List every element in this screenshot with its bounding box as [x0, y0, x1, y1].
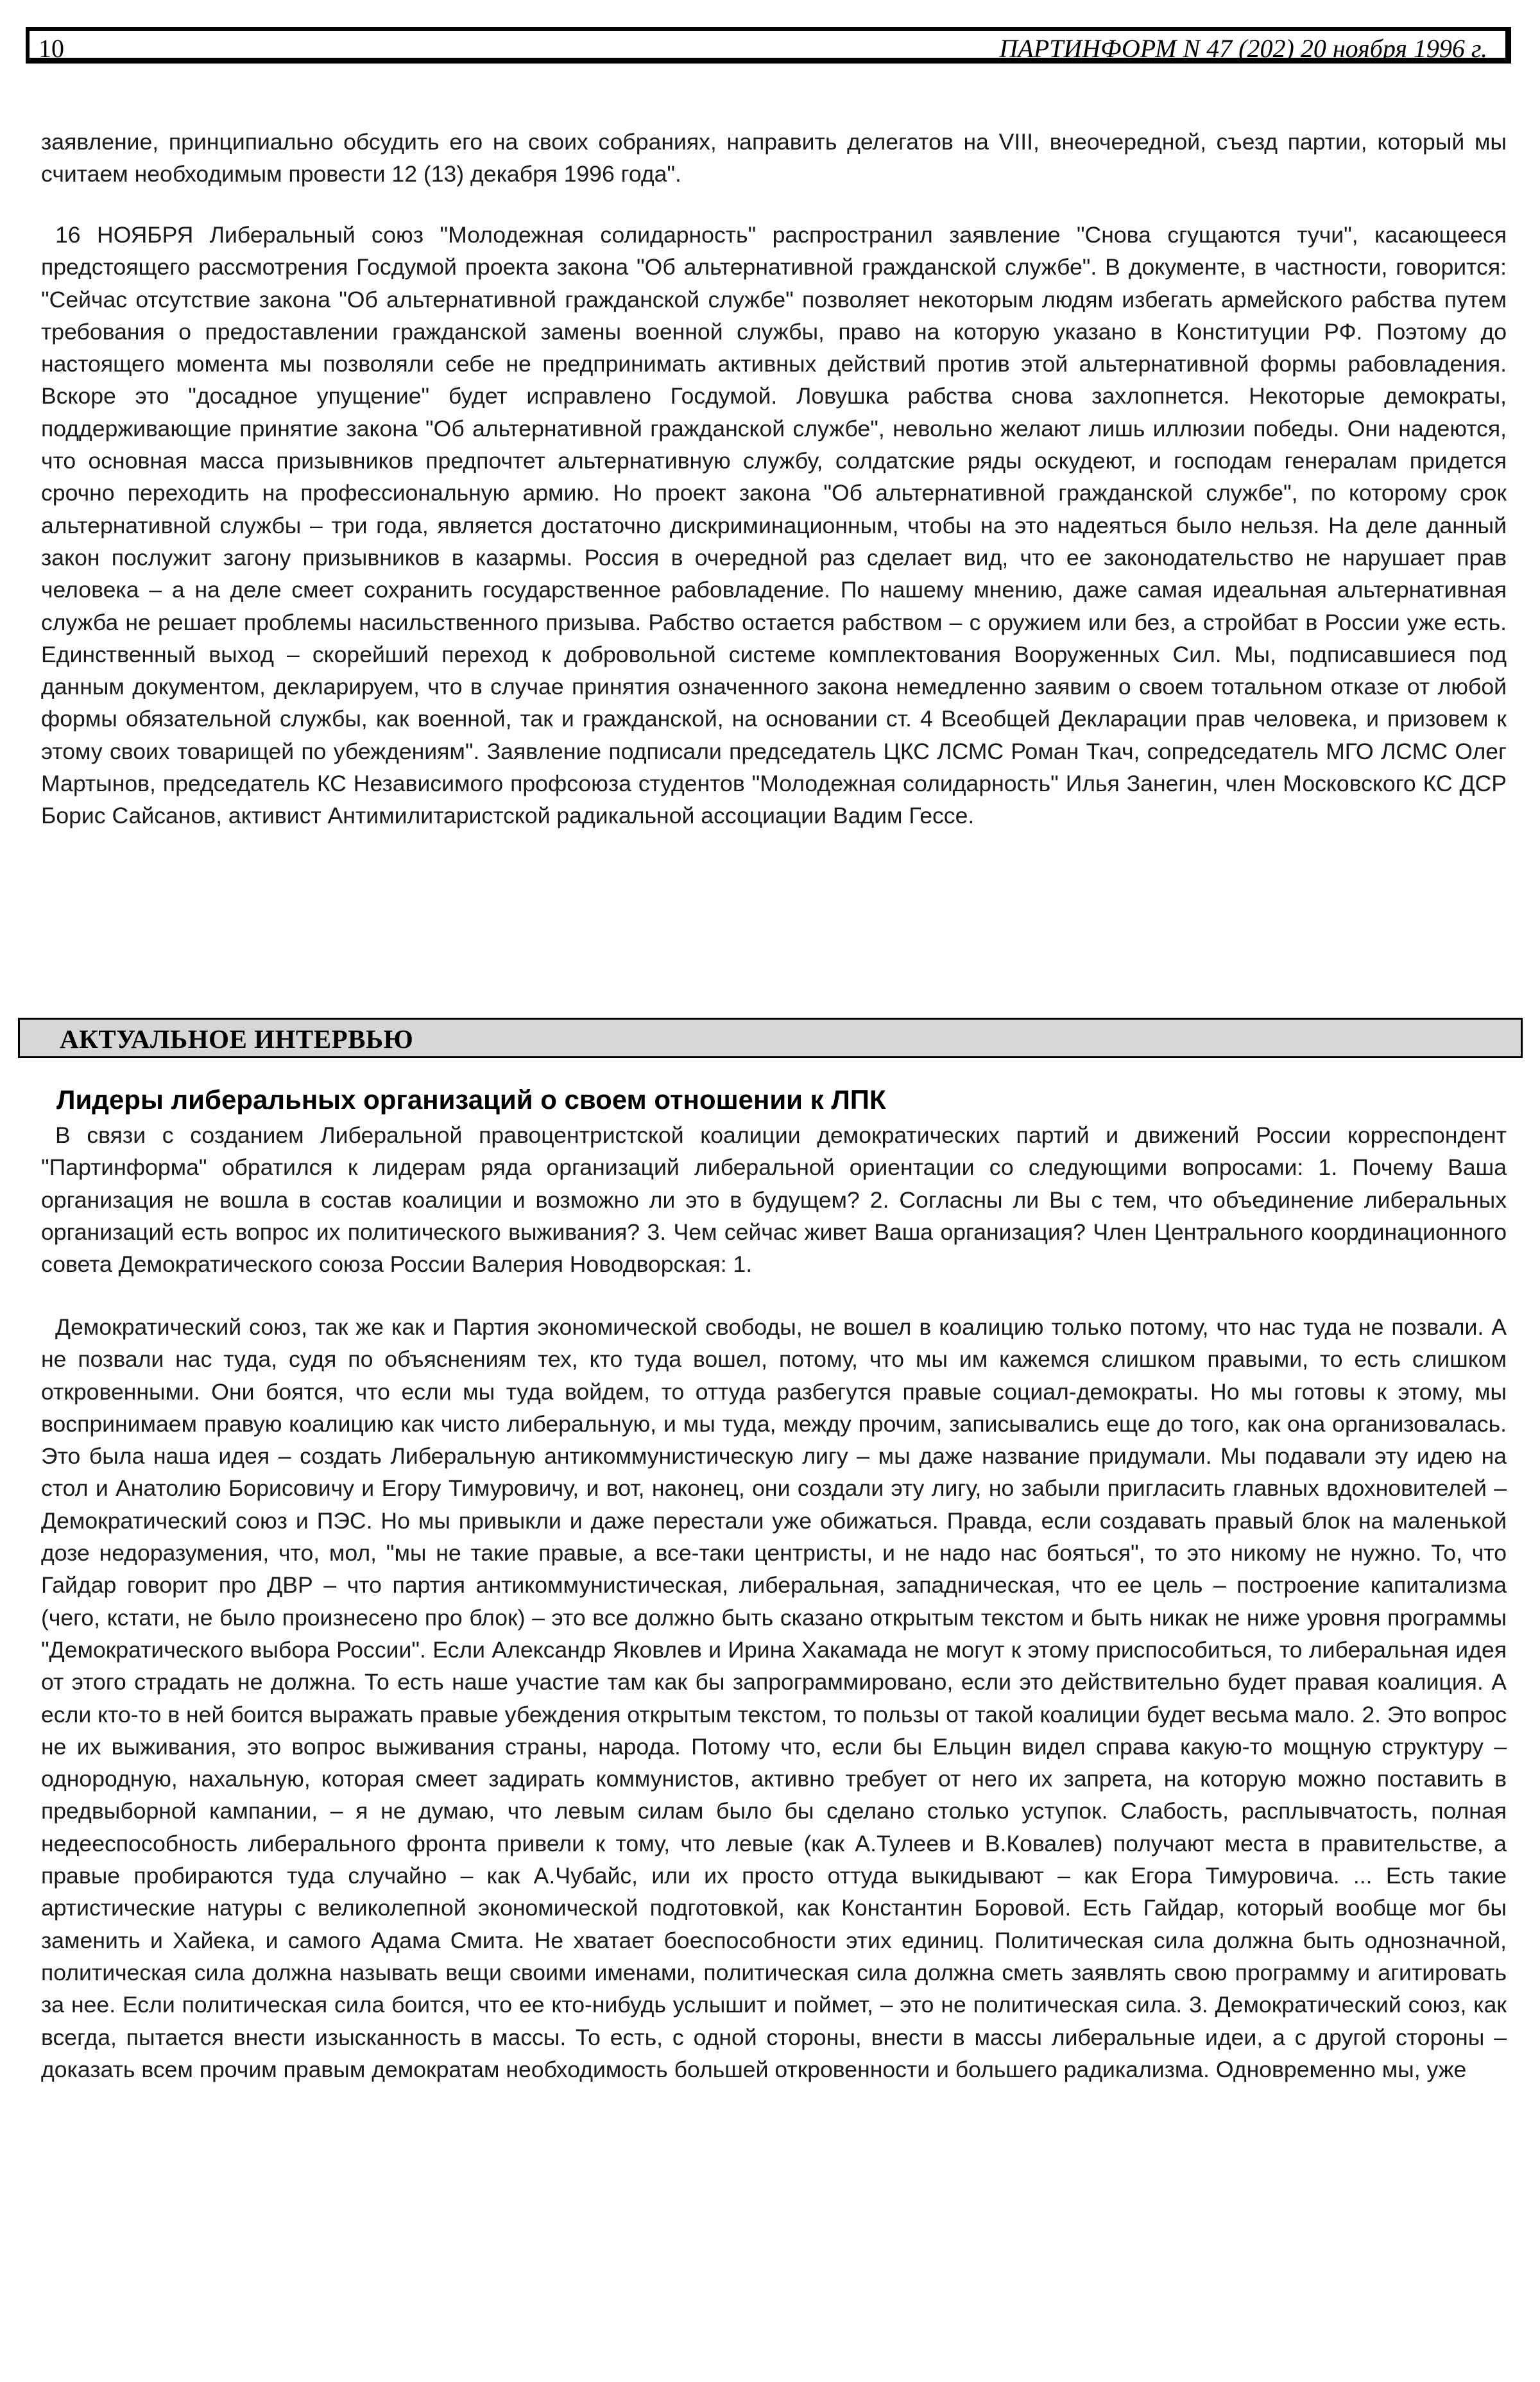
- paragraph-molodezhnaya-solidarnost: 16 НОЯБРЯ Либеральный союз "Молодежная солидарность" распространил заявление "Снова сгущаются тучи", касающееся предстоящего рассмотрения Госдумой проекта закона "Об альтернативной гражданской службе". В документе, в частности, говорится: "Сейчас отсутствие закона "Об альтернативной гражданской службе" позволяет некоторым людям избегать армейского рабства путем требования о предоставлении гражданской замены военной службы, право на которую указано в Конституции РФ. Поэтому до настоящего момента мы позволяли себе не предпринимать активных действий против этой альтернативной формы рабовладения. Вскоре это "досадное упущение" будет исправлено Госдумой. Ловушка рабства снова захлопнется. Некоторые демократы, поддерживающие принятие закона "Об альтернативной гражданской службе", невольно желают лишь иллюзии победы. Они надеются, что основная масса призывников предпочтет альтернативную службу, солдатские ряды оскудеют, и господам генералам придется срочно переходить на профессиональную армию. Но проект закона "Об альтернативной гражданской службе", по которому срок альтернативной службы – три года, является достаточно дискриминационным, чтобы на это надеяться было нельзя. На деле данный закон послужит загону призывников в казармы. Россия в очередной раз сделает вид, что ее законодательство не нарушает прав человека – а на деле смеет сохранить государственное рабовладение. По нашему мнению, даже самая идеальная альтернативная служба не решает проблемы насильственного призыва. Рабство остается рабством – с оружием или без, а стройбат в России уже есть. Единственный выход – скорейший переход к добровольной системе комплектования Вооруженных Сил. Мы, подписавшиеся под данным документом, декларируем, что в случае принятия означенного закона немедленно заявим о своем тотальном отказе от любой формы обязательной службы, как военной, так и гражданской, на основании ст. 4 Всеобщей Декларации прав человека, и призовем к этому своих товарищей по убеждениям". Заявление подписали председатель ЦКС ЛСМС Роман Ткач, сопредседатель МГО ЛСМС Олег Мартынов, председатель КС Независимого профсоюза студентов "Молодежная солидарность" Илья Занегин, член Московского КС ДСР Борис Сайсанов, активист Антимилитаристской радикальной ассоциации Вадим Гессе.: [41, 222, 1507, 829]
- page-header: [26, 27, 1511, 64]
- section-heading-bar: [18, 1018, 1523, 1058]
- running-title: ПАРТИНФОРМ N 47 (202) 20 ноября 1996 г.: [999, 34, 1487, 63]
- article-intro-paragraph: В связи с созданием Либеральной правоцентристской коалиции демократических партий и движений России корреспондент "Партинформа" обратился к лидерам ряда организаций либеральной ориентации со следующими вопросами: 1. Почему Ваша организация не вошла в состав коалиции и возможно ли это в будущем? 2. Согласны ли Вы с тем, что объединение либеральных организаций есть вопрос их политического выживания? 3. Чем сейчас живет Ваша организация? Член Центрального координационного совета Демократического союза России Валерия Новодворская: 1.: [41, 1122, 1507, 1278]
- article-interview-paragraph: Демократический союз, так же как и Партия экономической свободы, не вошел в коалицию только потому, что нас туда не позвали. А не позвали нас туда, судя по объяснениям тех, кто туда вошел, потому, что мы им кажемся слишком правыми, то есть слишком откровенными. Они боятся, что если мы туда войдем, то оттуда разбегутся правые социал-демократы. Но мы готовы к этому, мы воспринимаем правую коалицию как чисто либеральную, и мы туда, между прочим, записывались еще до того, как она организовалась. Это была наша идея – создать Либеральную антикоммунистическую лигу – мы даже название придумали. Мы подавали эту идею на стол и Анатолию Борисовичу и Егору Тимуровичу, и вот, наконец, они создали эту лигу, но забыли пригласить главных вдохновителей – Демократический союз и ПЭС. Но мы привыкли и даже перестали уже обижаться. Правда, если создавать правый блок на маленькой дозе недоразумения, что, мол, "мы не такие правые, а все-таки центристы, и не надо нас бояться", то это никому не нужно. То, что Гайдар говорит про ДВР – что партия антикоммунистическая, либеральная, западническая, что ее цель – построение капитализма (чего, кстати, не было произнесено про блок) – это все должно быть сказано открытым текстом и быть никак не ниже уровня программы "Демократического выбора России". Если Александр Яковлев и Ирина Хакамада не могут к этому приспособиться, то либеральная идея от этого страдать не должна. То есть наше участие там как бы запрограммировано, если это действительно будет правая коалиция. А если кто-то в ней боится выражать правые убеждения открытым текстом, то пользы от такой коалиции будет весьма мало. 2. Это вопрос не их выживания, это вопрос выживания страны, народа. Потому что, если бы Ельцин видел справа какую-то мощную структуру – однородную, нахальную, которая смеет задирать коммунистов, активно требует от него их запрета, на которую можно поставить в предвыборной кампании, – я не думаю, что левым силам было бы сделано столько уступок. Слабость, расплывчатость, полная недееспособность либерального фронта привели к тому, что левые (как А.Тулеев и В.Ковалев) получают места в правительстве, а правые пробираются туда случайно – как А.Чубайс, или их просто оттуда выкидывают – как Егора Тимуровича. ... Есть такие артистические натуры с великолепной экономической подготовкой, как Константин Боровой. Есть Гайдар, который вообще мог бы заменить и Хайека, и самого Адама Смита. Не хватает боеспособности этих единиц. Политическая сила должна быть однозначной, политическая сила должна называть вещи своими именами, политическая сила должна сметь заявлять свою программу и агитировать за нее. Если политическая сила боится, что ее кто-нибудь услышит и поймет, – это не политическая сила. 3. Демократический союз, как всегда, пытается внести изысканность в массы. То есть, с одной стороны, внести в массы либеральные идеи, а с другой стороны – доказать всем прочим правым демократам необходимость большей откровенности и большего радикализма. Одновременно мы, уже: [41, 1314, 1507, 2082]
- article-title: Лидеры либеральных организаций о своем отношении к ЛПК: [56, 1084, 886, 1115]
- paragraph-statement-end: заявление, принципиально обсудить его на своих собраниях, направить делегатов на VIII, внеочередной, съезд партии, который мы считаем необходимым провести 12 (13) декабря 1996 года".: [41, 129, 1507, 187]
- section-title: АКТУАЛЬНОЕ ИНТЕРВЬЮ: [60, 1024, 414, 1054]
- page-number: 10: [38, 34, 64, 63]
